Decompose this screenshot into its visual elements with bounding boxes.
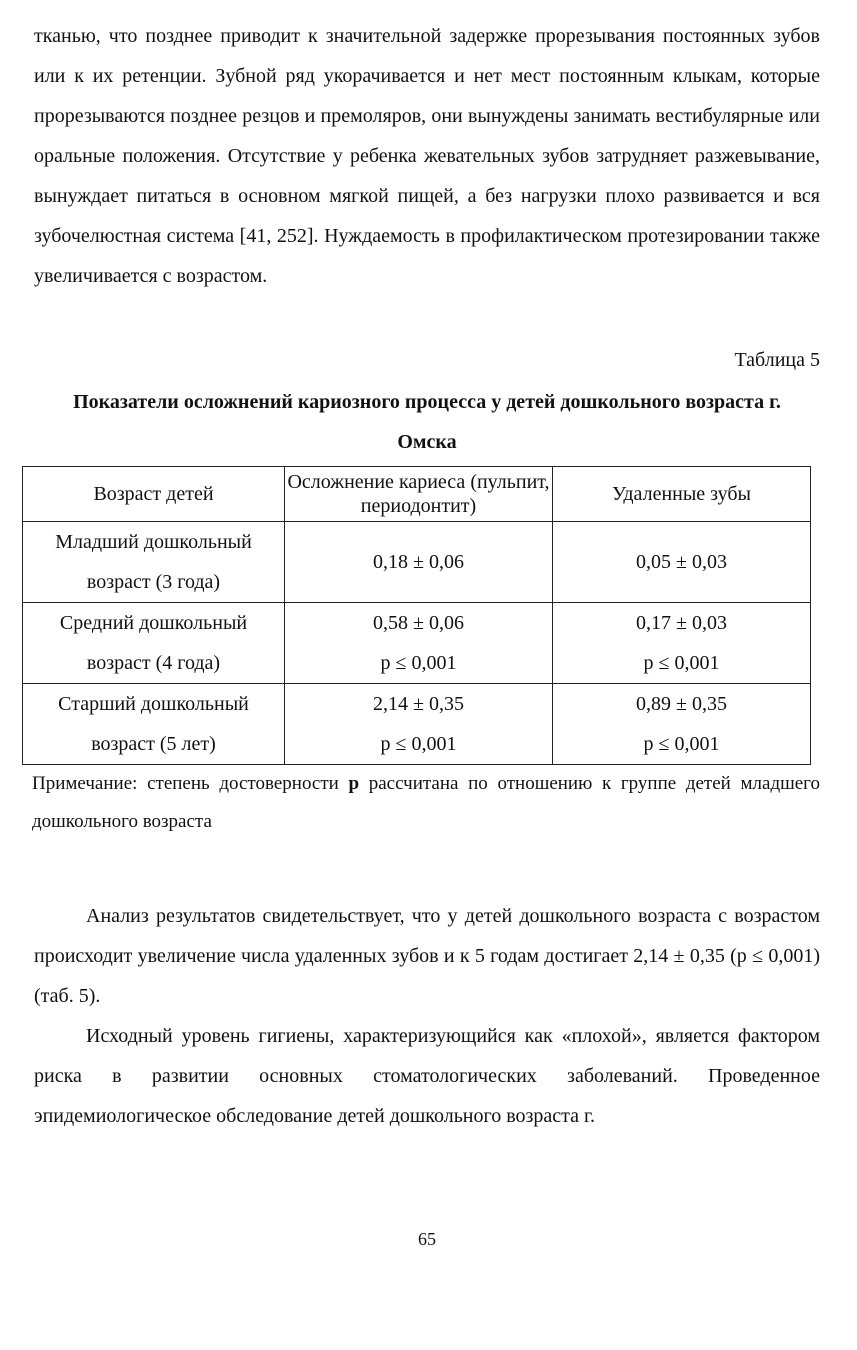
cell-complication — [285, 684, 553, 765]
cell-age-line1: Старший дошкольный — [58, 693, 249, 715]
section-spacer — [34, 860, 820, 896]
cell-complication-value: 2,14 ± 0,35 — [373, 693, 464, 715]
cell-extracted — [553, 603, 811, 684]
header-complication-line2: (пульпит, периодонтит) — [360, 471, 550, 517]
cell-complication-pvalue: p ≤ 0,001 — [380, 652, 457, 674]
table-number: Таблица 5 — [734, 349, 820, 371]
cell-age-line2: возраст (5 лет) — [91, 733, 216, 755]
table-row — [23, 603, 811, 684]
header-complication-line1: Осложнение кариеса — [287, 471, 466, 493]
note-prefix: Примечание: степень достоверности — [32, 773, 349, 794]
paragraph-analysis: Анализ результатов свидетельствует, что у детей дошкольного возраста с возрастом происходит увеличение числа удаленных зубов и к 5 годам достигает 2,14 ± 0,35 (p ≤ 0,001) (таб. 5). — [34, 905, 820, 1007]
table-row — [23, 684, 811, 765]
cell-age — [23, 603, 285, 684]
note-suffix: рассчитана по отношению к группе детей младшего дошкольного возраста — [32, 773, 820, 832]
cell-extracted-pvalue: p ≤ 0,001 — [643, 652, 720, 674]
page-number: 65 — [418, 1229, 436, 1249]
paragraph-hygiene: Исходный уровень гигиены, характеризующийся как «плохой», является фактором риска в развитии основных стоматологических заболеваний. Проведенное эпидемиологическое обследование детей дошкольного возраста г. — [34, 1025, 820, 1127]
header-complication — [285, 467, 553, 522]
cell-complication-pvalue: p ≤ 0,001 — [380, 733, 457, 755]
table-note — [32, 765, 820, 841]
cell-age-line1: Младший дошкольный — [55, 531, 252, 553]
cell-extracted-value: 0,05 ± 0,03 — [636, 551, 727, 573]
paragraph-intro: тканью, что позднее приводит к значительной задержке прорезывания постоянных зубов или к их ретенции. Зубной ряд укорачивается и нет мест постоянным клыкам, которые прорезываются позднее резцов и премоляров, они вынуждены занимать вестибулярные или оральные положения. Отсутствие у ребенка жевательных зубов затрудняет разжевывание, вынуждает питаться в основном мягкой пищей, а без нагрузки плохо развивается и вся зубочелюстная система [41, 252]. Нуждаемость в профилактическом протезировании также увеличивается с возрастом. — [34, 25, 820, 287]
cell-complication-value: 0,58 ± 0,06 — [373, 612, 464, 634]
cell-complication — [285, 603, 553, 684]
table-header-row — [23, 467, 811, 522]
cell-age — [23, 522, 285, 603]
header-extracted: Удаленные зубы — [553, 467, 811, 522]
cell-age — [23, 684, 285, 765]
cell-complication — [285, 522, 553, 603]
complications-table — [22, 466, 811, 765]
cell-extracted-value: 0,17 ± 0,03 — [636, 612, 727, 634]
table-row — [23, 522, 811, 603]
table-title: Показатели осложнений кариозного процесса у детей дошкольного возраста г. Омска — [73, 391, 781, 453]
cell-extracted-value: 0,89 ± 0,35 — [636, 693, 727, 715]
cell-extracted-pvalue: p ≤ 0,001 — [643, 733, 720, 755]
cell-age-line2: возраст (4 года) — [86, 652, 221, 674]
document-page — [34, 0, 820, 1350]
cell-age-line1: Средний дошкольный — [59, 612, 248, 634]
header-age: Возраст детей — [23, 467, 285, 522]
note-bold-p: p — [348, 773, 360, 794]
cell-complication-value: 0,18 ± 0,06 — [373, 551, 464, 573]
cell-age-line2: возраст (3 года) — [86, 571, 221, 593]
cell-extracted — [553, 684, 811, 765]
cell-extracted — [553, 522, 811, 603]
